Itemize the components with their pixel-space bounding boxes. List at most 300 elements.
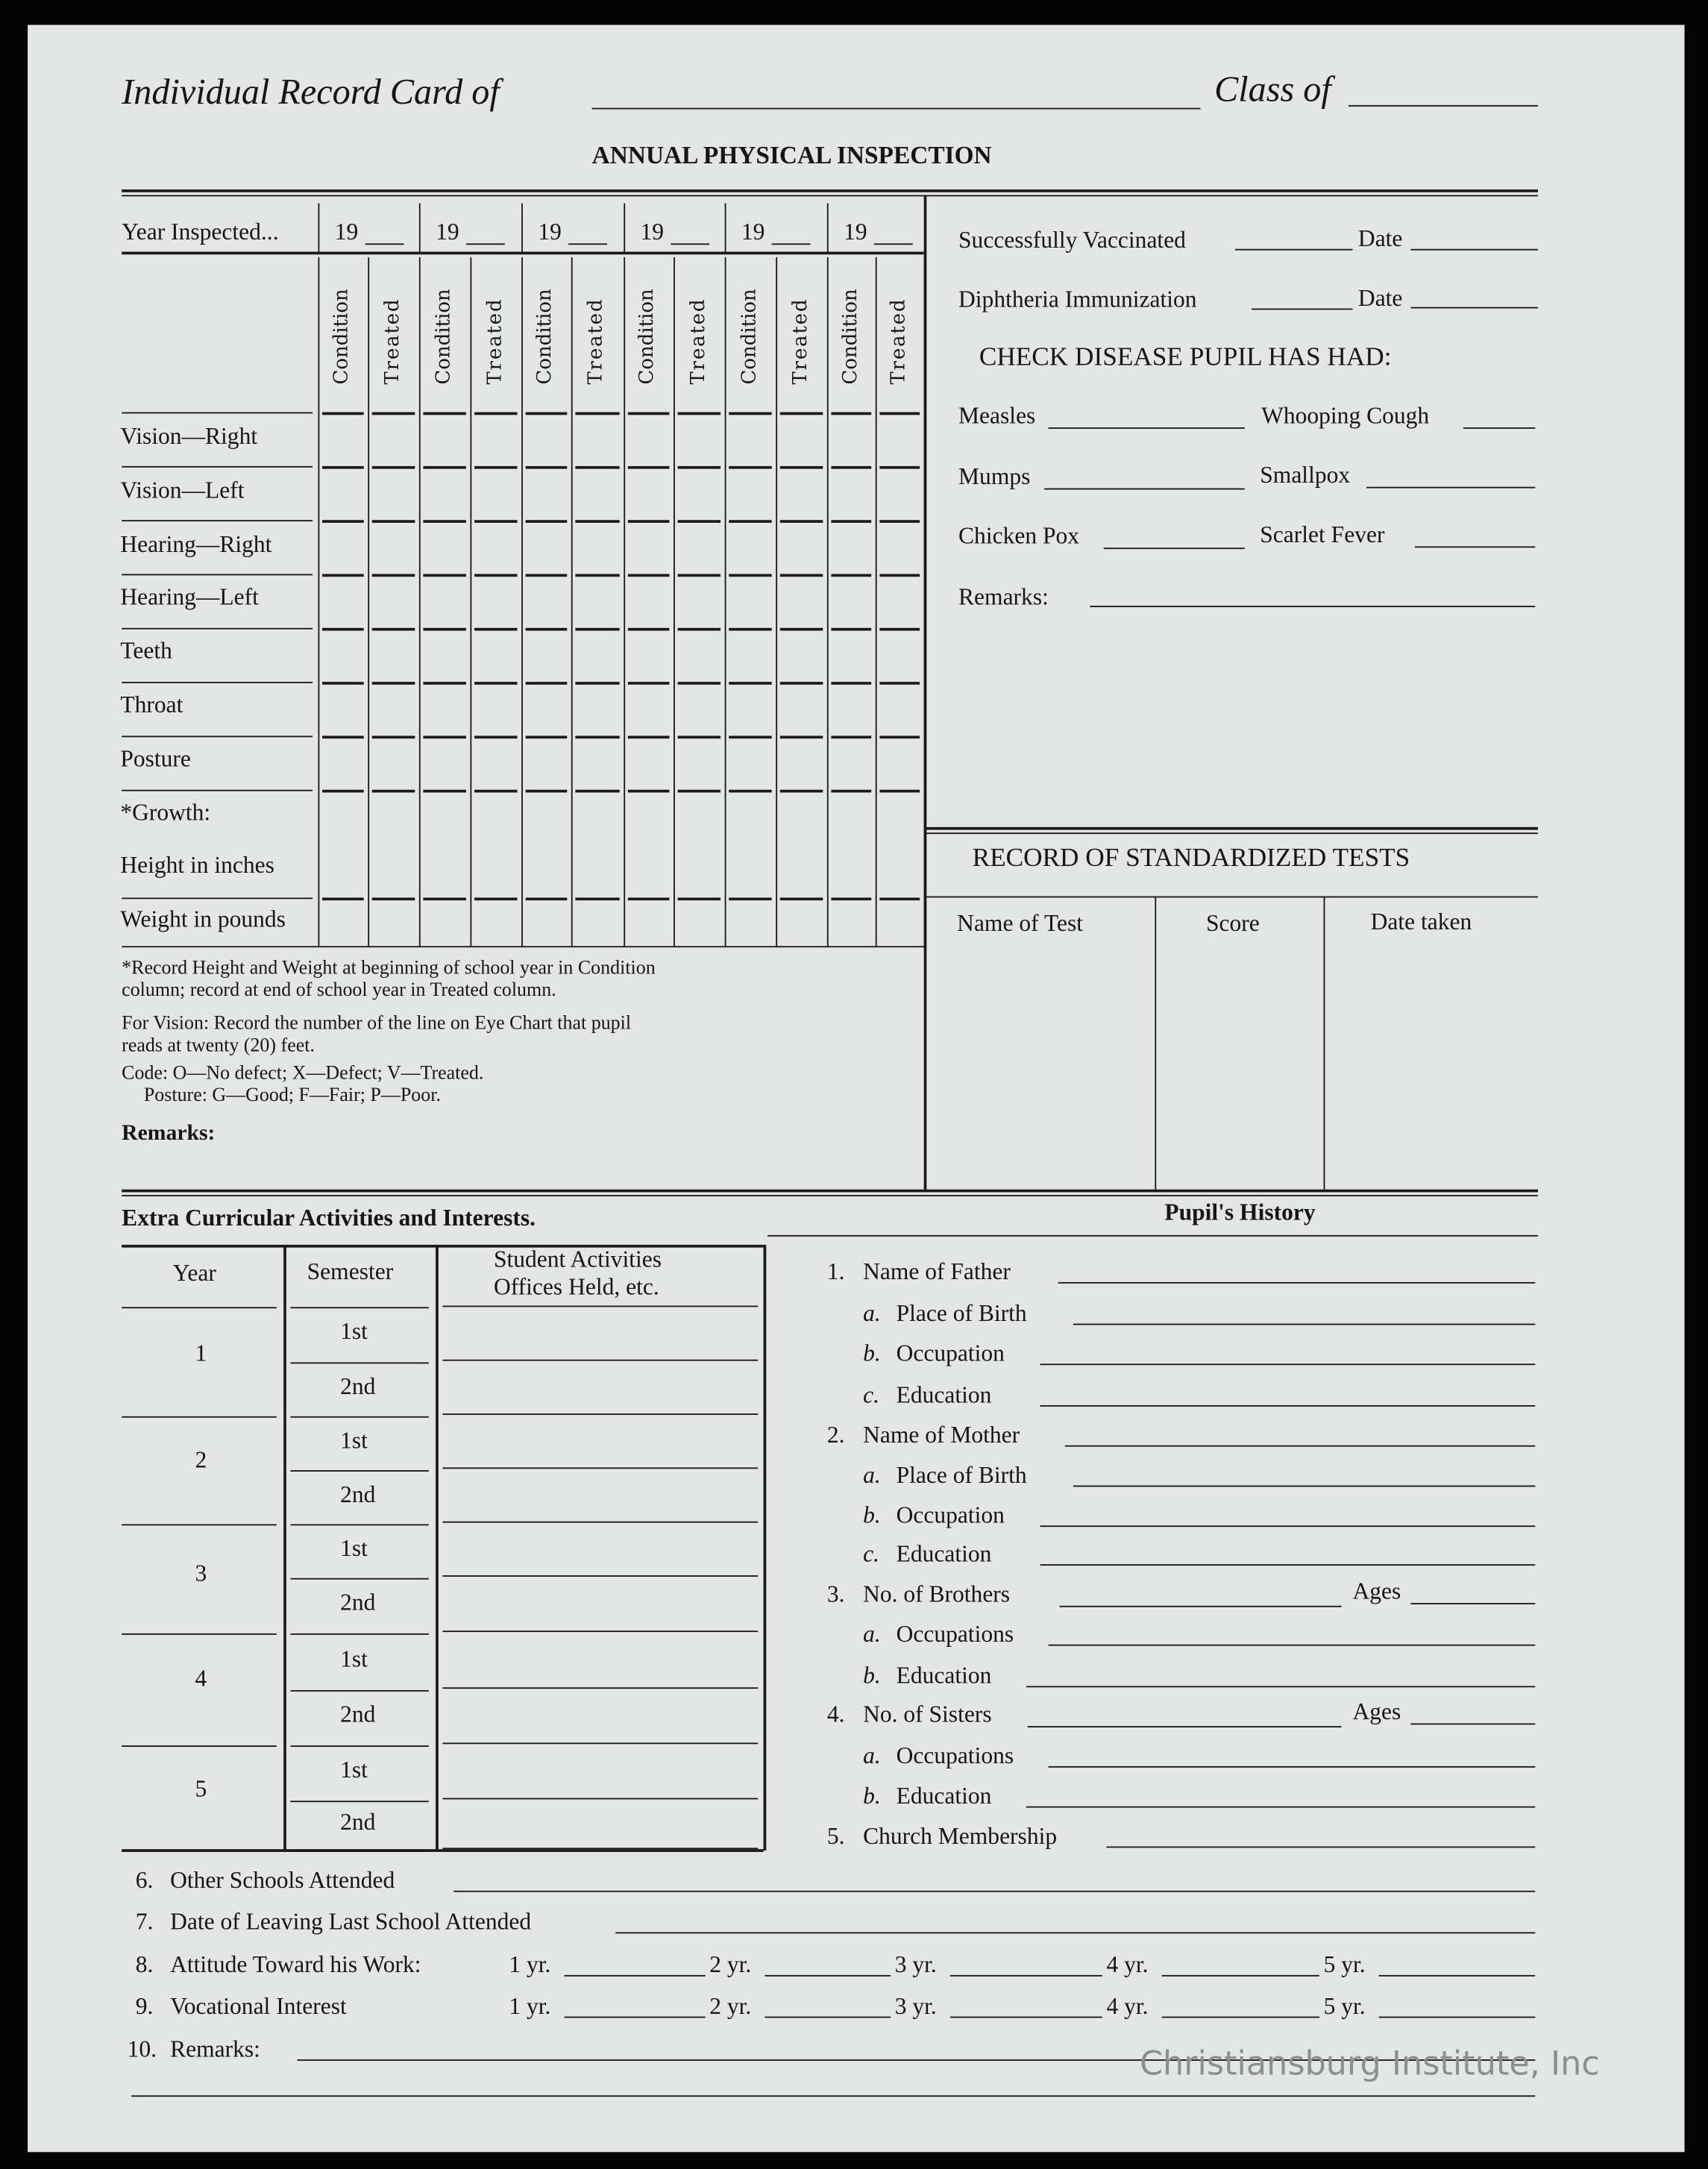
year-mark-label: 2 yr. bbox=[709, 1952, 752, 1979]
disease-check-blank[interactable] bbox=[1366, 487, 1535, 489]
bottom-item-label: Remarks: bbox=[170, 2036, 260, 2063]
cell-rule bbox=[423, 466, 465, 468]
ages-label: Ages bbox=[1352, 1698, 1401, 1726]
cell-rule bbox=[628, 790, 670, 792]
cell-rule bbox=[575, 682, 619, 684]
cell-divider bbox=[521, 257, 523, 946]
cell-rule bbox=[678, 897, 720, 900]
row-rule bbox=[122, 574, 313, 576]
bottom-item-number: 7. bbox=[135, 1909, 154, 1936]
cell-rule bbox=[780, 628, 823, 630]
history-item-number: 3. bbox=[826, 1581, 845, 1608]
cell-divider bbox=[876, 257, 877, 946]
cell-rule bbox=[423, 682, 465, 684]
cell-rule bbox=[831, 897, 871, 900]
cell-rule bbox=[526, 628, 568, 630]
cell-rule bbox=[423, 412, 465, 415]
column-divider bbox=[436, 1245, 438, 1851]
cell-rule bbox=[474, 682, 517, 684]
cell-rule bbox=[526, 790, 568, 792]
cell-rule bbox=[831, 682, 871, 684]
row-rule bbox=[122, 628, 313, 630]
cell-divider bbox=[674, 257, 675, 946]
rule-line bbox=[290, 1578, 428, 1580]
cell-rule bbox=[879, 790, 920, 792]
year-prefix: 19 bbox=[741, 219, 765, 246]
column-divider bbox=[764, 1245, 766, 1851]
cell-divider bbox=[419, 257, 421, 946]
cell-rule bbox=[628, 628, 670, 630]
cell-rule bbox=[526, 574, 568, 577]
condition-column-header: Condition bbox=[533, 289, 556, 385]
row-label: *Growth: bbox=[120, 800, 211, 826]
cell-rule bbox=[474, 790, 517, 792]
cell-rule bbox=[831, 520, 871, 522]
fill-in-blank[interactable] bbox=[1252, 309, 1352, 310]
cell-rule bbox=[575, 790, 619, 792]
double-rule bbox=[924, 827, 1538, 830]
semester-label: 2nd bbox=[340, 1809, 376, 1836]
disease-check-blank[interactable] bbox=[1049, 427, 1245, 429]
tests-column-score: Score bbox=[1205, 910, 1260, 938]
year-divider-rule bbox=[122, 1745, 277, 1747]
cell-divider bbox=[470, 257, 471, 946]
note-line: For Vision: Record the number of the line on Eye Chart that pupil bbox=[122, 1014, 632, 1035]
disease-label: Chicken Pox bbox=[958, 523, 1080, 550]
row-rule bbox=[122, 466, 313, 468]
cell-rule bbox=[678, 412, 720, 415]
disease-label: Whooping Cough bbox=[1261, 403, 1430, 430]
activity-entry-line[interactable] bbox=[442, 1467, 758, 1469]
year-blank[interactable] bbox=[874, 243, 913, 245]
row-label: Height in inches bbox=[120, 853, 274, 879]
activity-entry-line[interactable] bbox=[442, 1522, 758, 1523]
year-label: 5 bbox=[195, 1776, 207, 1803]
cell-divider bbox=[318, 257, 319, 946]
note-line: reads at twenty (20) feet. bbox=[122, 1036, 315, 1058]
history-item-label: Church Membership bbox=[863, 1823, 1058, 1851]
cell-rule bbox=[729, 466, 771, 468]
cell-rule bbox=[474, 520, 517, 522]
cell-rule bbox=[423, 790, 465, 792]
activity-entry-line[interactable] bbox=[442, 1742, 758, 1744]
cell-rule bbox=[729, 628, 771, 630]
history-item-label: Name of Father bbox=[863, 1259, 1011, 1286]
year-label: 2 bbox=[195, 1447, 207, 1474]
condition-column-header: Condition bbox=[330, 289, 353, 385]
year-blank[interactable] bbox=[671, 243, 709, 245]
cell-rule bbox=[879, 574, 920, 577]
cell-rule bbox=[322, 897, 364, 900]
cell-rule bbox=[729, 897, 771, 900]
table-top-rule bbox=[122, 1245, 763, 1247]
cell-rule bbox=[372, 628, 415, 630]
year-blank[interactable] bbox=[568, 243, 607, 245]
cell-rule bbox=[678, 682, 720, 684]
year-mark-label: 3 yr. bbox=[894, 1952, 937, 1979]
cell-rule bbox=[780, 466, 823, 468]
cell-rule bbox=[575, 897, 619, 900]
rule-line bbox=[122, 1307, 277, 1308]
year-prefix: 19 bbox=[538, 219, 562, 246]
double-rule bbox=[122, 189, 1538, 192]
activity-entry-line[interactable] bbox=[442, 1575, 758, 1577]
history-item-number: 2. bbox=[826, 1422, 845, 1449]
history-item-blank[interactable] bbox=[1073, 1486, 1535, 1487]
cell-rule bbox=[729, 412, 771, 415]
year-mark-label: 5 yr. bbox=[1323, 1952, 1366, 1979]
history-item-label: Occupations bbox=[896, 1743, 1014, 1770]
year-mark-label: 4 yr. bbox=[1106, 1993, 1149, 2021]
history-item-blank[interactable] bbox=[1058, 1282, 1536, 1284]
year-prefix: 19 bbox=[334, 219, 359, 246]
history-item-blank[interactable] bbox=[1073, 1324, 1535, 1325]
history-item-label: Occupations bbox=[896, 1622, 1014, 1648]
year-divider bbox=[725, 204, 726, 252]
history-item-blank[interactable] bbox=[1026, 1686, 1535, 1687]
fill-in-blank[interactable] bbox=[1059, 1606, 1341, 1607]
cell-rule bbox=[526, 412, 568, 415]
table-bottom-rule bbox=[122, 1849, 763, 1852]
cell-rule bbox=[575, 628, 619, 630]
cell-rule bbox=[729, 735, 771, 738]
year-rating-blank[interactable] bbox=[1379, 1975, 1536, 1977]
year-divider bbox=[624, 204, 625, 252]
cell-rule bbox=[372, 412, 415, 415]
cell-rule bbox=[879, 520, 920, 522]
bottom-item-number: 10. bbox=[127, 2036, 157, 2063]
cell-rule bbox=[372, 735, 415, 738]
cell-rule bbox=[526, 682, 568, 684]
year-prefix: 19 bbox=[640, 219, 665, 246]
double-rule bbox=[122, 195, 1538, 196]
history-item-blank[interactable] bbox=[1040, 1525, 1535, 1527]
semester-label: 2nd bbox=[340, 1589, 376, 1616]
year-rating-blank[interactable] bbox=[1379, 2017, 1536, 2018]
cell-rule bbox=[831, 574, 871, 577]
cell-divider bbox=[624, 257, 625, 946]
row-rule bbox=[122, 735, 313, 737]
disease-check-heading: CHECK DISEASE PUPIL HAS HAD: bbox=[979, 343, 1392, 373]
year-label: 3 bbox=[195, 1560, 207, 1587]
history-item-number: c. bbox=[863, 1541, 879, 1568]
cell-rule bbox=[423, 520, 465, 522]
disease-label: Smallpox bbox=[1260, 462, 1351, 489]
cell-rule bbox=[678, 735, 720, 738]
rule-line bbox=[290, 1690, 428, 1692]
cell-rule bbox=[678, 520, 720, 522]
fill-in-blank[interactable] bbox=[1028, 1726, 1342, 1727]
semester-label: 1st bbox=[340, 1757, 368, 1784]
cell-rule bbox=[879, 628, 920, 630]
cell-rule bbox=[729, 574, 771, 577]
condition-column-header: Condition bbox=[838, 289, 861, 385]
year-column-header: Year bbox=[172, 1261, 216, 1287]
cell-divider bbox=[368, 257, 369, 946]
cell-rule bbox=[780, 790, 823, 792]
disease-check-blank[interactable] bbox=[1463, 427, 1535, 429]
rule-line bbox=[290, 1416, 428, 1418]
watermark: Christiansburg Institute, Inc bbox=[1139, 2044, 1600, 2083]
history-item-label: Place of Birth bbox=[896, 1300, 1027, 1328]
cell-rule bbox=[628, 520, 670, 522]
tests-heading: RECORD OF STANDARDIZED TESTS bbox=[972, 844, 1410, 873]
row-label: Hearing—Left bbox=[120, 584, 259, 611]
year-blank[interactable] bbox=[466, 243, 505, 245]
ages-blank[interactable] bbox=[1410, 1723, 1535, 1724]
history-item-number: b. bbox=[863, 1663, 881, 1689]
history-item-blank[interactable] bbox=[1049, 1766, 1536, 1768]
condition-column-header: Condition bbox=[635, 289, 659, 385]
fill-in-blank[interactable] bbox=[1235, 249, 1353, 251]
disease-check-blank[interactable] bbox=[1044, 489, 1245, 490]
cell-rule bbox=[879, 735, 920, 738]
cell-rule bbox=[628, 574, 670, 577]
vaccination-date-blank[interactable] bbox=[1410, 249, 1538, 251]
activities-column-header: Student Activities bbox=[493, 1246, 662, 1273]
bottom-item-label: Date of Leaving Last School Attended bbox=[170, 1909, 532, 1936]
disease-check-blank[interactable] bbox=[1104, 547, 1245, 549]
cell-rule bbox=[780, 574, 823, 577]
year-mark-label: 1 yr. bbox=[509, 1993, 551, 2021]
bottom-item-blank[interactable] bbox=[453, 1891, 1535, 1892]
cell-rule bbox=[628, 682, 670, 684]
history-item-label: Occupation bbox=[896, 1502, 1005, 1529]
cell-divider bbox=[776, 257, 777, 946]
ages-blank[interactable] bbox=[1410, 1603, 1535, 1604]
treated-column-header: Treated bbox=[686, 298, 709, 385]
history-item-label: Name of Mother bbox=[863, 1422, 1020, 1449]
cell-rule bbox=[729, 520, 771, 522]
cell-rule bbox=[474, 735, 517, 738]
year-prefix: 19 bbox=[844, 219, 867, 246]
year-rating-blank[interactable] bbox=[1162, 1975, 1319, 1977]
health-remarks-blank[interactable] bbox=[1090, 606, 1535, 607]
cell-rule bbox=[575, 412, 619, 415]
rule-line bbox=[442, 1305, 758, 1307]
remarks-label: Remarks: bbox=[122, 1121, 216, 1146]
bottom-item-blank[interactable] bbox=[615, 1932, 1535, 1933]
semester-label: 2nd bbox=[340, 1373, 376, 1400]
double-rule bbox=[122, 1195, 1538, 1196]
row-label: Posture bbox=[120, 746, 191, 773]
rule-line bbox=[290, 1633, 428, 1635]
row-label: Vision—Left bbox=[120, 477, 245, 504]
cell-rule bbox=[575, 466, 619, 468]
rule-line bbox=[290, 1307, 428, 1308]
tests-column-name: Name of Test bbox=[957, 910, 1083, 938]
disease-label: Mumps bbox=[958, 464, 1031, 491]
year-divider-rule bbox=[122, 1633, 277, 1635]
treated-column-header: Treated bbox=[380, 298, 404, 385]
history-item-number: a. bbox=[863, 1300, 881, 1328]
activity-entry-line[interactable] bbox=[442, 1798, 758, 1800]
cell-rule bbox=[322, 790, 364, 792]
cell-rule bbox=[628, 897, 670, 900]
cell-rule bbox=[780, 897, 823, 900]
year-divider-rule bbox=[122, 1416, 277, 1418]
cell-rule bbox=[879, 897, 920, 900]
bottom-item-label: Other Schools Attended bbox=[170, 1868, 395, 1895]
history-item-blank[interactable] bbox=[1026, 1807, 1535, 1808]
cell-rule bbox=[628, 466, 670, 468]
history-item-blank[interactable] bbox=[1106, 1846, 1535, 1848]
history-item-number: 5. bbox=[826, 1823, 845, 1851]
cell-rule bbox=[831, 790, 871, 792]
cell-rule bbox=[474, 628, 517, 630]
column-divider bbox=[283, 1245, 286, 1851]
double-rule bbox=[122, 1190, 1538, 1193]
history-item-label: Education bbox=[896, 1783, 992, 1810]
activities-column-header: Offices Held, etc. bbox=[493, 1274, 659, 1301]
history-item-number: a. bbox=[863, 1622, 881, 1648]
history-item-label: Education bbox=[896, 1382, 992, 1409]
history-item-number: b. bbox=[863, 1502, 881, 1529]
cell-rule bbox=[628, 735, 670, 738]
diphtheria-date-blank[interactable] bbox=[1410, 307, 1538, 309]
cell-rule bbox=[678, 628, 720, 630]
activity-entry-line[interactable] bbox=[442, 1687, 758, 1689]
disease-check-blank[interactable] bbox=[1415, 546, 1535, 547]
semester-label: 1st bbox=[340, 1318, 368, 1346]
table-bottom-rule bbox=[122, 946, 923, 947]
column-divider bbox=[1324, 897, 1325, 1190]
row-rule bbox=[122, 790, 313, 791]
cell-rule bbox=[322, 520, 364, 522]
year-mark-label: 2 yr. bbox=[709, 1993, 752, 2021]
year-rating-blank[interactable] bbox=[1162, 2017, 1319, 2018]
class-label: Class of bbox=[1214, 69, 1331, 110]
year-divider-rule bbox=[122, 1524, 277, 1525]
row-rule bbox=[122, 897, 313, 899]
history-item-blank[interactable] bbox=[1040, 1564, 1535, 1566]
history-item-label: Occupation bbox=[896, 1340, 1005, 1367]
treated-column-header: Treated bbox=[483, 298, 506, 385]
double-rule bbox=[122, 251, 923, 254]
history-item-label: Education bbox=[896, 1541, 992, 1568]
history-item-label: Education bbox=[896, 1663, 992, 1689]
cell-rule bbox=[678, 574, 720, 577]
cell-rule bbox=[879, 466, 920, 468]
year-divider bbox=[521, 204, 523, 252]
cell-rule bbox=[322, 574, 364, 577]
activity-entry-line[interactable] bbox=[442, 1360, 758, 1361]
note-line: column; record at end of school year in Treated column. bbox=[122, 981, 556, 1002]
date-label: Date bbox=[1357, 285, 1403, 313]
diphtheria-label: Diphtheria Immunization bbox=[958, 286, 1197, 313]
date-label: Date bbox=[1357, 226, 1403, 253]
cell-rule bbox=[780, 520, 823, 522]
cell-rule bbox=[526, 897, 568, 900]
treated-column-header: Treated bbox=[585, 298, 608, 385]
year-rating-blank[interactable] bbox=[950, 1975, 1102, 1977]
vaccinated-label: Successfully Vaccinated bbox=[958, 227, 1186, 254]
history-item-label: Place of Birth bbox=[896, 1462, 1027, 1490]
semester-label: 1st bbox=[340, 1535, 368, 1562]
row-rule bbox=[122, 412, 313, 414]
year-mark-label: 3 yr. bbox=[894, 1993, 937, 2021]
cell-rule bbox=[831, 628, 871, 630]
year-divider bbox=[827, 204, 829, 252]
cell-rule bbox=[831, 466, 871, 468]
class-year-blank[interactable] bbox=[1348, 105, 1538, 107]
year-divider bbox=[419, 204, 421, 252]
history-item-number: b. bbox=[863, 1340, 881, 1367]
rule-line bbox=[290, 1524, 428, 1525]
year-label: 4 bbox=[195, 1666, 207, 1692]
semester-label: 1st bbox=[340, 1645, 368, 1672]
treated-column-header: Treated bbox=[788, 298, 811, 385]
year-rating-blank[interactable] bbox=[950, 2017, 1102, 2018]
year-blank[interactable] bbox=[772, 243, 811, 245]
year-divider bbox=[318, 204, 319, 252]
history-item-blank[interactable] bbox=[1049, 1645, 1536, 1646]
history-item-label: No. of Sisters bbox=[863, 1701, 992, 1728]
row-label: Teeth bbox=[120, 638, 172, 665]
row-label: Vision—Right bbox=[120, 424, 258, 451]
semester-column-header: Semester bbox=[307, 1259, 394, 1286]
history-item-number: a. bbox=[863, 1743, 881, 1770]
year-rating-blank[interactable] bbox=[565, 2017, 706, 2018]
year-rating-blank[interactable] bbox=[764, 1975, 891, 1977]
cell-rule bbox=[372, 897, 415, 900]
extra-remarks-blank[interactable] bbox=[131, 2095, 1535, 2097]
treated-column-header: Treated bbox=[887, 298, 910, 385]
history-item-blank[interactable] bbox=[1040, 1363, 1535, 1365]
cell-rule bbox=[372, 574, 415, 577]
column-divider bbox=[1155, 897, 1156, 1190]
cell-rule bbox=[575, 520, 619, 522]
cell-rule bbox=[526, 735, 568, 738]
student-name-blank[interactable] bbox=[592, 108, 1201, 110]
tests-column-date: Date taken bbox=[1370, 909, 1472, 936]
rule-line bbox=[767, 1235, 1538, 1237]
bottom-item-number: 8. bbox=[135, 1952, 154, 1979]
health-remarks-label: Remarks: bbox=[958, 584, 1049, 611]
ages-label: Ages bbox=[1352, 1578, 1401, 1605]
year-label: 1 bbox=[195, 1340, 207, 1367]
cell-rule bbox=[879, 682, 920, 684]
cell-rule bbox=[423, 735, 465, 738]
semester-label: 1st bbox=[340, 1427, 368, 1454]
bottom-item-number: 6. bbox=[135, 1868, 154, 1895]
year-blank[interactable] bbox=[365, 243, 404, 245]
section-divider bbox=[924, 195, 926, 1189]
cell-rule bbox=[780, 682, 823, 684]
rule-line bbox=[290, 1470, 428, 1472]
cell-rule bbox=[423, 628, 465, 630]
history-item-blank[interactable] bbox=[1040, 1405, 1535, 1407]
activity-entry-line[interactable] bbox=[442, 1630, 758, 1632]
row-label: Hearing—Right bbox=[120, 531, 272, 559]
cell-rule bbox=[372, 466, 415, 468]
year-inspected-label: Year Inspected... bbox=[122, 219, 279, 246]
bottom-item-number: 9. bbox=[135, 1993, 154, 2021]
cell-rule bbox=[474, 574, 517, 577]
year-rating-blank[interactable] bbox=[764, 2017, 891, 2018]
history-item-number: 1. bbox=[826, 1259, 845, 1286]
history-item-blank[interactable] bbox=[1065, 1446, 1535, 1447]
semester-label: 2nd bbox=[340, 1701, 376, 1728]
cell-rule bbox=[678, 790, 720, 792]
cell-rule bbox=[575, 735, 619, 738]
year-rating-blank[interactable] bbox=[565, 1975, 706, 1977]
rule-line bbox=[290, 1745, 428, 1747]
activity-entry-line[interactable] bbox=[442, 1413, 758, 1415]
semester-label: 2nd bbox=[340, 1481, 376, 1508]
cell-rule bbox=[322, 735, 364, 738]
note-line: *Record Height and Weight at beginning of school year in Condition bbox=[122, 958, 656, 980]
